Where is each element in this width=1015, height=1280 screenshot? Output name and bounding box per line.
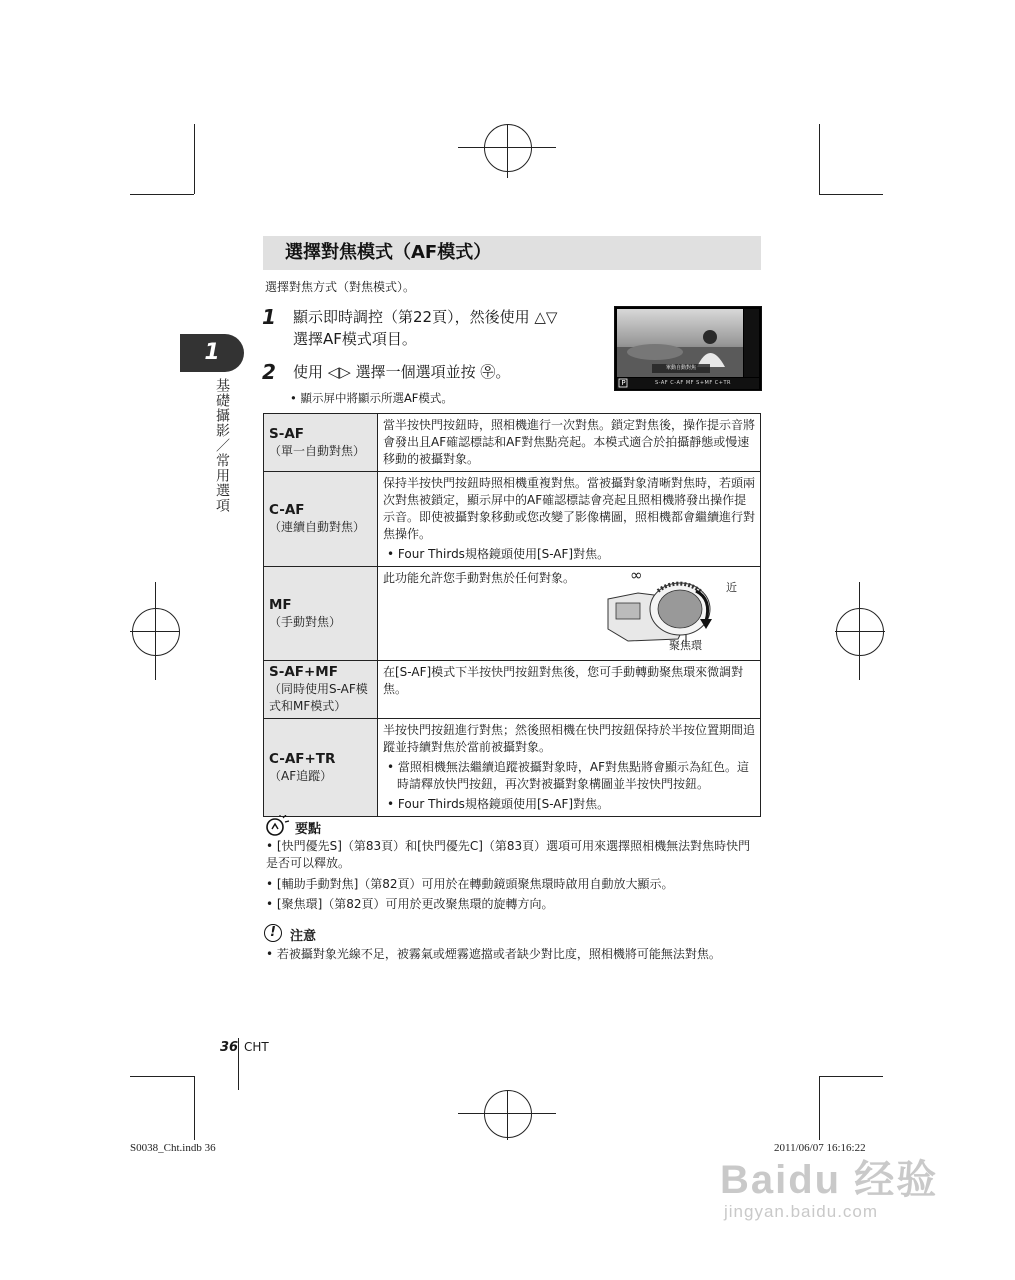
chapter-tab: 1 bbox=[180, 334, 244, 372]
mode-description: 半按快門按鈕進行對焦；然後照相機在快門按鈕保持於半按位置期間追蹤並持續對焦於當前被攝對象。 bbox=[383, 723, 756, 754]
step-2-note: • 顯示屏中將顯示所選AF模式。 bbox=[290, 391, 453, 405]
mode-cell bbox=[264, 719, 378, 817]
tip-item: • [聚焦環]（第82頁）可用於更改聚焦環的旋轉方向。 bbox=[266, 897, 554, 911]
tip-item: • [輔助手動對焦]（第82頁）可用於在轉動鏡頭聚焦環時啟用自動放大顯示。 bbox=[266, 877, 674, 891]
mode-sub: （連續自動對焦） bbox=[269, 520, 366, 534]
mode-cell bbox=[264, 567, 378, 661]
mode-sub: （單一自動對焦） bbox=[269, 443, 366, 458]
table-row bbox=[264, 661, 761, 719]
step-2-number: 2 bbox=[262, 360, 276, 384]
mode-description-cell bbox=[378, 661, 761, 719]
focus-ring-label: 聚焦環 bbox=[669, 639, 702, 652]
mode-cell bbox=[264, 661, 378, 719]
camera-menu-item: C+TR bbox=[714, 380, 732, 386]
mode-sub: （手動對焦） bbox=[269, 614, 342, 629]
step-2-text: 使用 ◁▷ 選擇一個選項並按 ㉾。 bbox=[293, 363, 511, 381]
camera-menu-item: S-AF bbox=[655, 380, 669, 386]
camera-menu bbox=[655, 380, 731, 386]
step-1-text bbox=[293, 306, 557, 350]
mode-description-cell bbox=[378, 567, 761, 661]
section-title: 選擇對焦模式（AF模式） bbox=[263, 236, 761, 270]
mode-name: C-AF+TR bbox=[269, 750, 336, 767]
mode-name: MF bbox=[269, 596, 292, 613]
caution-title: 注意 bbox=[290, 929, 317, 944]
mode-description: 保持半按快門按鈕時照相機重複對焦。當被攝對象清晰對焦時，若頭兩次對焦被鎖定，顯示屏中的AF確認標誌會亮起且照相機將發出操作提示音。即使被攝對象移動或您改變了影像構圖，照相機都會繼續進行對焦操作。 bbox=[383, 476, 756, 541]
mode-bullet-text: Four Thirds規格鏡頭使用[S-AF]對焦。 bbox=[397, 797, 610, 811]
step-1-line-2: 選擇AF模式項目。 bbox=[293, 330, 417, 348]
chapter-title: 基礎攝影／常用選項 bbox=[214, 378, 230, 513]
mode-bullet: • Four Thirds規格鏡頭使用[S-AF]對焦。 bbox=[387, 547, 610, 561]
file-name: S0038_Cht.indb 36 bbox=[130, 1142, 216, 1154]
table-row bbox=[264, 719, 761, 817]
caution-icon: ! bbox=[264, 924, 282, 942]
step-1-line-1: 顯示即時調控（第22頁），然後使用 △▽ bbox=[293, 308, 558, 326]
mode-description: 當半按快門按鈕時，照相機進行一次對焦。鎖定對焦後，操作提示音將會發出且AF確認標誌和AF對焦點亮起。本模式適合於拍攝靜態或慢速移動的被攝對象。 bbox=[383, 418, 756, 466]
mode-sub: （同時使用S-AF模式和MF模式） bbox=[269, 682, 368, 713]
mode-cell bbox=[264, 472, 378, 567]
mode-description: 此功能允許您手動對焦於任何對象。 bbox=[383, 571, 576, 585]
camera-caption: 單動自動對焦 bbox=[665, 365, 696, 371]
mode-description-cell bbox=[378, 472, 761, 567]
focus-ring-diagram bbox=[598, 566, 758, 655]
table-row bbox=[264, 567, 761, 661]
step-1-number: 1 bbox=[262, 305, 276, 329]
section-intro: 選擇對焦方式（對焦模式）。 bbox=[265, 280, 416, 294]
table-row bbox=[264, 472, 761, 567]
mode-description: 在[S-AF]模式下半按快門按鈕對焦後，您可手動轉動聚焦環來微調對焦。 bbox=[383, 665, 744, 696]
camera-menu-item: S+MF bbox=[696, 380, 713, 386]
page-number: 36 bbox=[220, 1040, 239, 1055]
mode-description-cell bbox=[378, 414, 761, 472]
tips-title: 要點 bbox=[295, 822, 322, 837]
caution-item: • 若被攝對象光線不足，被霧氣或煙霧遮擋或者缺少對比度，照相機將可能無法對焦。 bbox=[266, 947, 721, 961]
baidu-watermark bbox=[720, 1158, 960, 1222]
mode-bullet: • Four Thirds規格鏡頭使用[S-AF]對焦。 bbox=[387, 797, 610, 811]
infinity-label: ∞ bbox=[630, 566, 643, 584]
mode-name: S-AF+MF bbox=[269, 664, 338, 680]
mode-name: C-AF bbox=[269, 502, 305, 518]
mode-bullet-text: 當照相機無法繼續追蹤被攝對象時，AF對焦點將會顯示為紅色。這時請釋放快門按鈕，再次對被攝對象構圖並半按快門按鈕。 bbox=[397, 760, 750, 791]
watermark-url: jingyan.baidu.com bbox=[724, 1202, 879, 1221]
mode-bullet-text: Four Thirds規格鏡頭使用[S-AF]對焦。 bbox=[397, 547, 610, 561]
camera-screen-image bbox=[614, 306, 762, 391]
mode-name: S-AF bbox=[269, 425, 304, 442]
tip-item: • [快門優先S]（第83頁）和[快門優先C]（第83頁）選項可用來選擇照相機無法對焦時快門是否可以釋放。 bbox=[266, 839, 751, 870]
mode-description-cell bbox=[378, 719, 761, 817]
mode-sub: （AF追蹤） bbox=[269, 768, 333, 783]
near-label: 近 bbox=[726, 581, 737, 594]
table-row bbox=[264, 414, 761, 472]
camera-screen-scene bbox=[615, 307, 761, 390]
af-mode-table bbox=[263, 413, 761, 817]
page-language: CHT bbox=[244, 1040, 269, 1054]
mode-bullet: • 當照相機無法繼續追蹤被攝對象時，AF對焦點將會顯示為紅色。這時請釋放快門按鈕，再次對被攝對象構圖並半按快門按鈕。 bbox=[387, 760, 750, 791]
camera-menu-item: C-AF bbox=[670, 380, 684, 386]
print-timestamp: 2011/06/07 16:16:22 bbox=[774, 1142, 866, 1154]
watermark-brand: Baidu 经验 bbox=[720, 1158, 939, 1202]
camera-mode-letter: P bbox=[621, 379, 626, 387]
mode-cell bbox=[264, 414, 378, 472]
camera-menu-item: MF bbox=[685, 380, 695, 386]
